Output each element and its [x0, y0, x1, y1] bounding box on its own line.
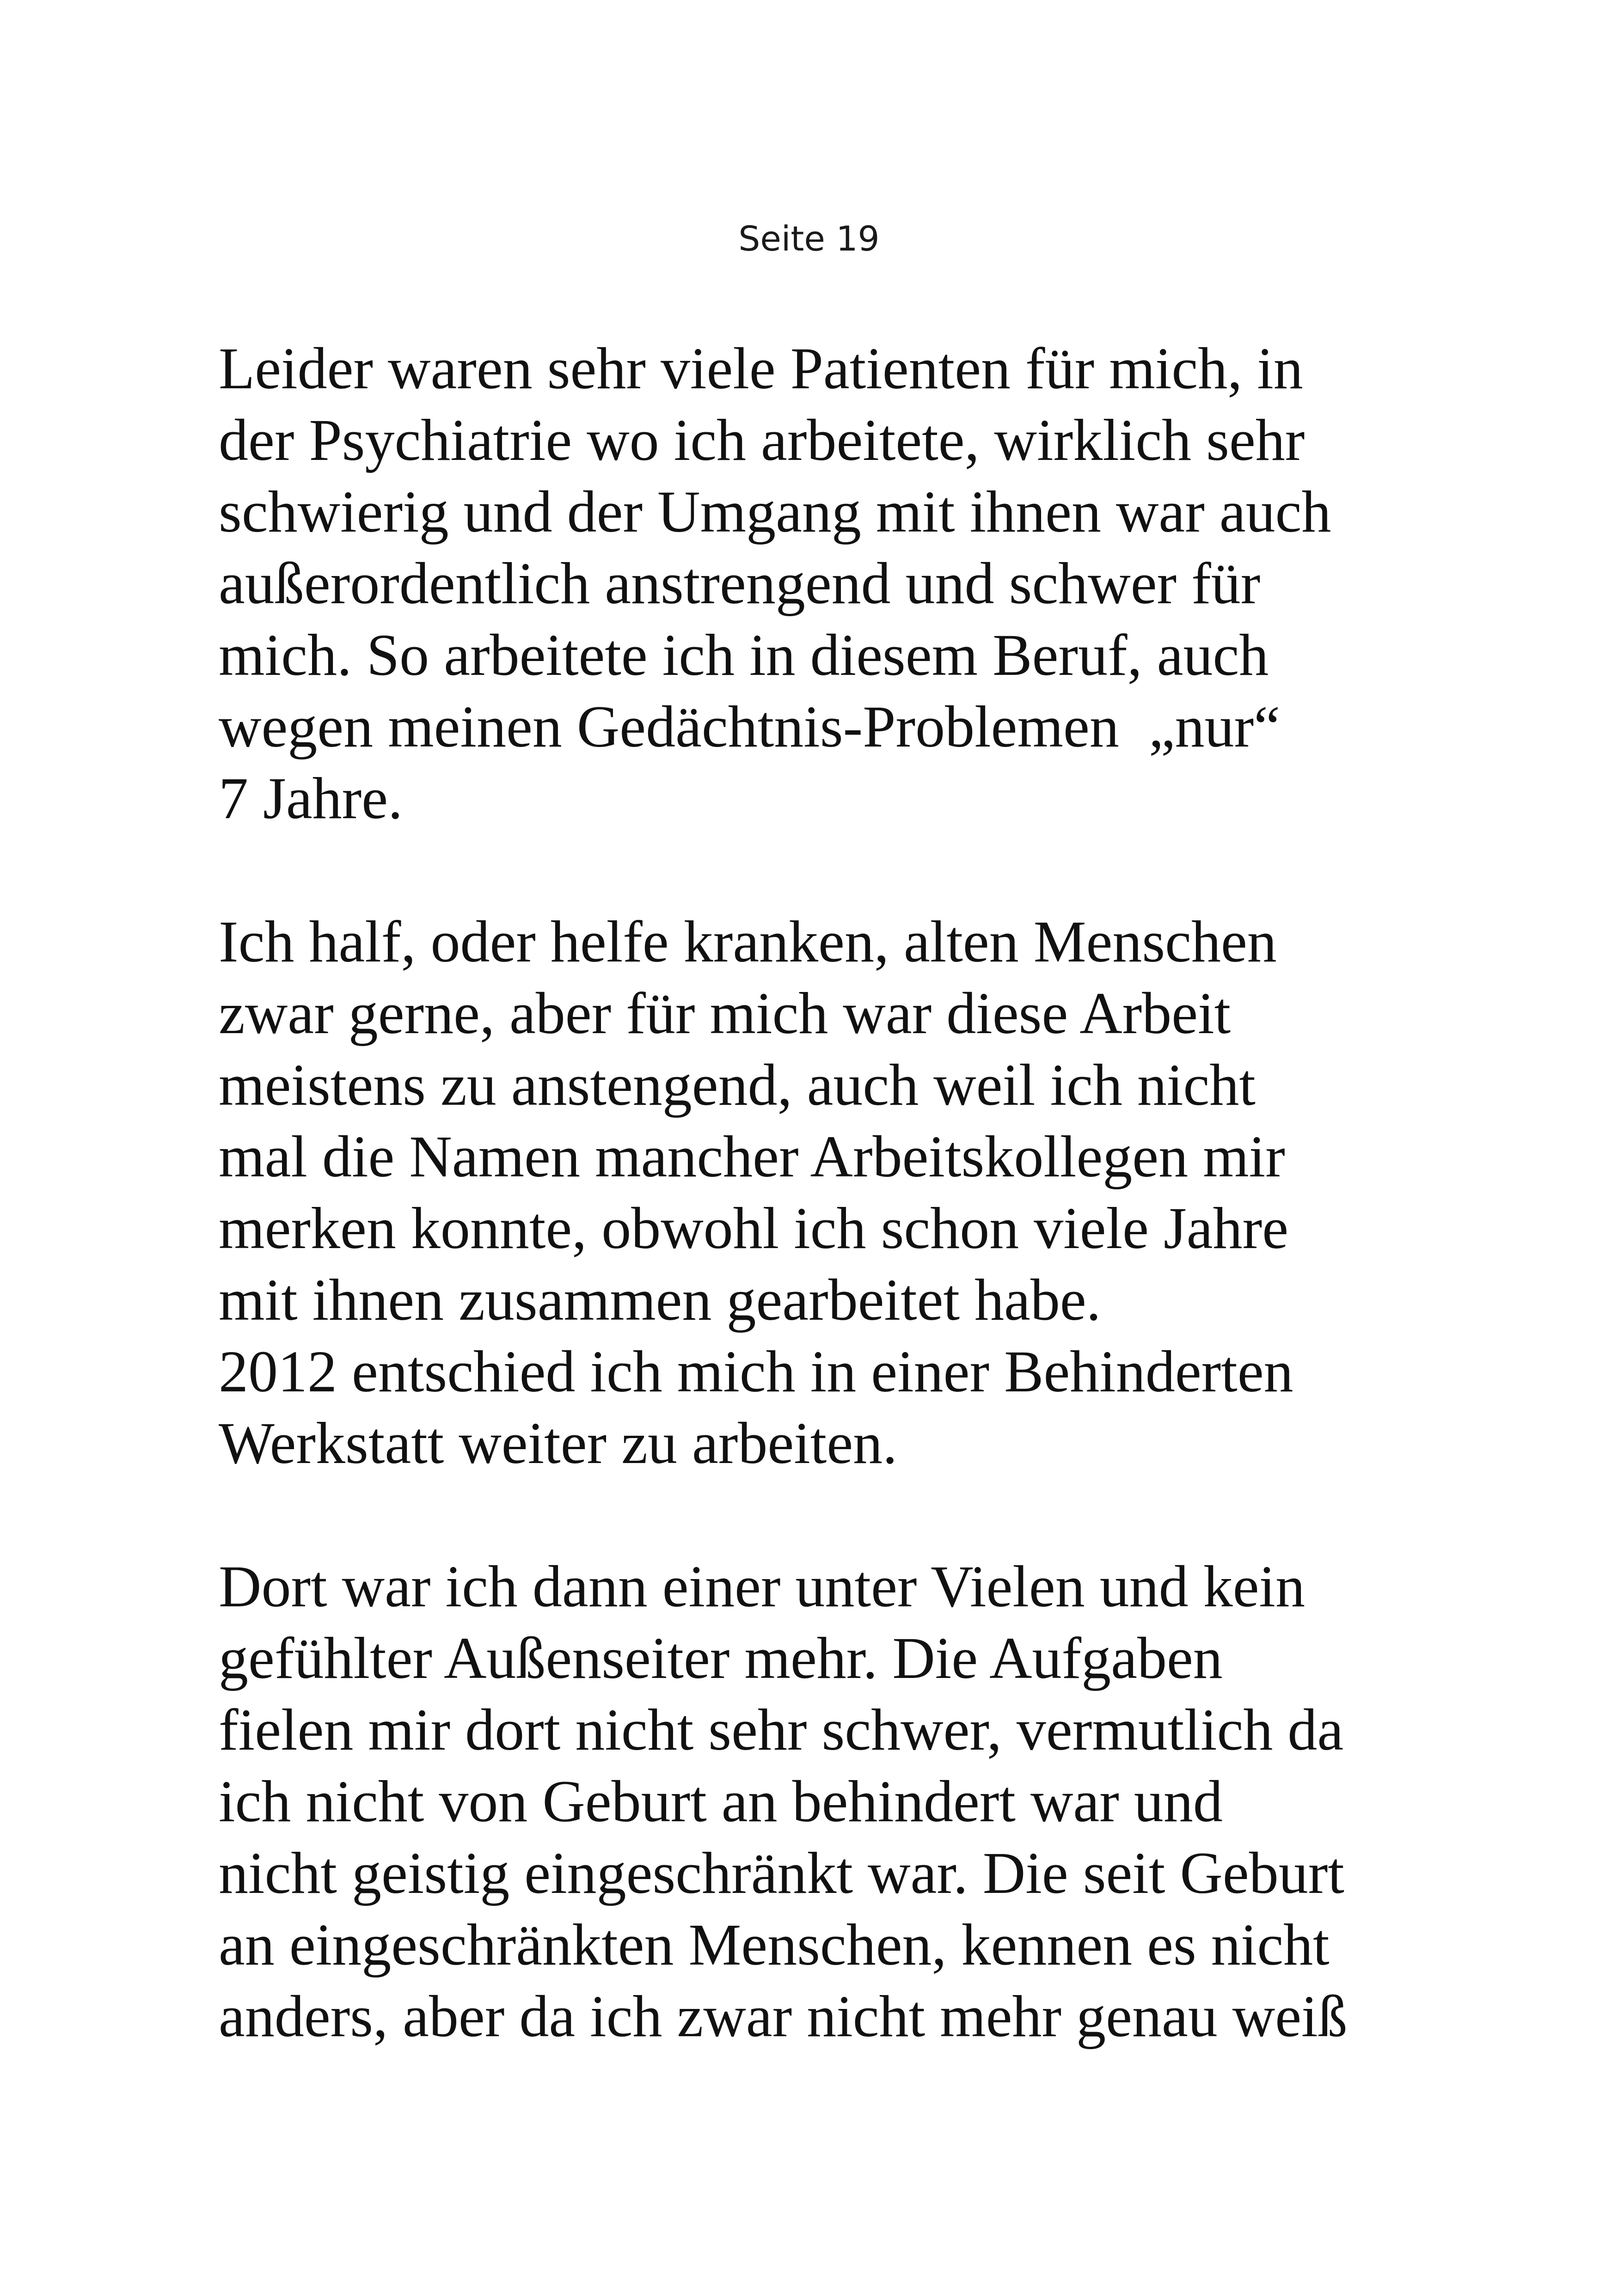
page-number: Seite 19	[738, 219, 880, 259]
text-line: Werkstatt weiter zu arbeiten.	[219, 1410, 898, 1476]
text-line: anders, aber da ich zwar nicht mehr genau weiß	[219, 1984, 1348, 2049]
text-line: meistens zu anstengend, auch weil ich nicht	[219, 1052, 1256, 1118]
text-line: ich nicht von Geburt an behindert war und	[219, 1769, 1223, 1834]
text-line: Leider waren sehr viele Patienten für mich, in	[219, 336, 1303, 401]
text-line: nicht geistig eingeschränkt war. Die seit Geburt	[219, 1840, 1344, 1906]
text-line: Ich half, oder helfe kranken, alten Menschen	[219, 909, 1277, 974]
text-line: an eingeschränkten Menschen, kennen es nicht	[219, 1912, 1330, 1978]
text-line: Dort war ich dann einer unter Vielen und kein	[219, 1554, 1305, 1619]
paragraph-1	[219, 333, 1513, 834]
text-line: der Psychiatrie wo ich arbeitete, wirklich sehr	[219, 407, 1305, 473]
text-line: mal die Namen mancher Arbeitskollegen mir	[219, 1124, 1285, 1189]
body-text	[219, 333, 1513, 2052]
text-line: wegen meinen Gedächtnis-Problemen „nur“	[219, 694, 1281, 759]
text-line: mich. So arbeitete ich in diesem Beruf, auch	[219, 622, 1269, 688]
text-line: 2012 entschied ich mich in einer Behinderten	[219, 1339, 1293, 1404]
paragraph-2	[219, 906, 1513, 1479]
text-line: außerordentlich anstrengend und schwer für	[219, 551, 1261, 616]
text-line: 7 Jahre.	[219, 765, 403, 831]
paragraph-3	[219, 1551, 1513, 2052]
paragraph-gap	[219, 834, 1513, 906]
text-line: schwierig und der Umgang mit ihnen war auch	[219, 479, 1331, 545]
text-line: mit ihnen zusammen gearbeitet habe.	[219, 1267, 1101, 1333]
text-line: merken konnte, obwohl ich schon viele Jahre	[219, 1195, 1288, 1261]
text-line: gefühlter Außenseiter mehr. Die Aufgaben	[219, 1625, 1223, 1691]
paragraph-gap	[219, 1479, 1513, 1551]
text-line: zwar gerne, aber für mich war diese Arbeit	[219, 980, 1231, 1046]
text-line: fielen mir dort nicht sehr schwer, vermutlich da	[219, 1697, 1344, 1763]
